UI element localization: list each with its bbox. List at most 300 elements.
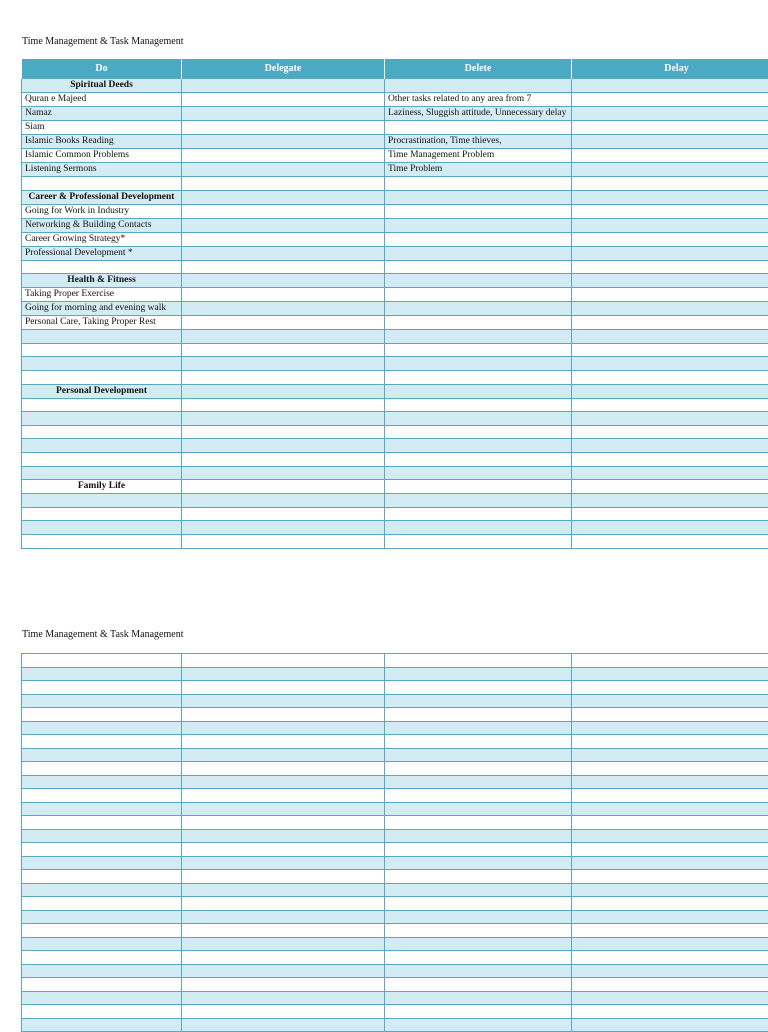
table-row [22, 163, 768, 177]
column-header-delegate: Delegate [182, 59, 385, 79]
table-row [22, 260, 768, 274]
empty-cell [572, 708, 768, 722]
empty-cell [385, 883, 572, 897]
cell-do: Career & Professional Development [22, 190, 182, 204]
cell-delete [385, 343, 572, 357]
empty-cell [22, 870, 182, 884]
cell-delegate [182, 190, 385, 204]
cell-delegate [182, 218, 385, 232]
empty-cell [22, 748, 182, 762]
table-row [22, 439, 768, 453]
empty-cell [385, 937, 572, 951]
empty-cell [22, 1005, 182, 1019]
cell-delete [385, 190, 572, 204]
empty-cell [182, 681, 385, 695]
empty-cell [385, 870, 572, 884]
empty-cell [385, 1018, 572, 1032]
empty-cell [572, 681, 768, 695]
table-row [22, 507, 768, 521]
cell-delay [572, 412, 768, 426]
cell-do: Going for Work in Industry [22, 204, 182, 218]
table-row [22, 398, 768, 412]
cell-do [22, 521, 182, 535]
cell-delegate [182, 302, 385, 316]
cell-delay [572, 480, 768, 494]
header-row [22, 59, 768, 79]
cell-delete [385, 412, 572, 426]
cell-delay [572, 260, 768, 274]
empty-cell [572, 910, 768, 924]
empty-cell [182, 654, 385, 668]
empty-cell [572, 694, 768, 708]
cell-do: Personal Care, Taking Proper Rest [22, 316, 182, 330]
cell-do: Career Growing Strategy* [22, 232, 182, 246]
empty-cell [385, 964, 572, 978]
empty-cell [572, 735, 768, 749]
empty-cell [22, 910, 182, 924]
cell-delete: Time Management Problem [385, 149, 572, 163]
empty-cell [182, 991, 385, 1005]
cell-delegate [182, 93, 385, 107]
cell-delay [572, 466, 768, 480]
empty-cell [22, 775, 182, 789]
cell-do: Family Life [22, 480, 182, 494]
cell-delegate [182, 330, 385, 344]
table-row [22, 721, 768, 735]
empty-cell [572, 654, 768, 668]
task-matrix-table [21, 59, 768, 549]
empty-cell [182, 951, 385, 965]
empty-cell [22, 654, 182, 668]
cell-delete [385, 288, 572, 302]
cell-delay [572, 425, 768, 439]
cell-do [22, 177, 182, 191]
cell-do [22, 357, 182, 371]
table-row [22, 870, 768, 884]
cell-delete: Procrastination, Time thieves, [385, 135, 572, 149]
cell-delegate [182, 121, 385, 135]
cell-delete [385, 232, 572, 246]
section-row [22, 79, 768, 93]
cell-delegate [182, 521, 385, 535]
empty-cell [572, 1018, 768, 1032]
empty-cell [572, 978, 768, 992]
table-row [22, 951, 768, 965]
cell-delegate [182, 204, 385, 218]
cell-do: Quran e Majeed [22, 93, 182, 107]
section-row [22, 480, 768, 494]
table-row [22, 302, 768, 316]
empty-cell [572, 856, 768, 870]
empty-cell [182, 762, 385, 776]
table-row [22, 910, 768, 924]
empty-cell [385, 924, 572, 938]
cell-do [22, 398, 182, 412]
empty-cell [182, 816, 385, 830]
table-row [22, 843, 768, 857]
cell-delete: Other tasks related to any area from 7 [385, 93, 572, 107]
empty-cell [385, 667, 572, 681]
cell-delete [385, 302, 572, 316]
cell-delegate [182, 163, 385, 177]
table-row [22, 937, 768, 951]
cell-delay [572, 384, 768, 398]
cell-delete [385, 204, 572, 218]
page-title: Time Management & Task Management [22, 36, 184, 48]
table-row [22, 964, 768, 978]
cell-delegate [182, 370, 385, 384]
cell-delay [572, 79, 768, 93]
cell-delegate [182, 384, 385, 398]
table-row [22, 93, 768, 107]
empty-cell [385, 951, 572, 965]
table-row [22, 204, 768, 218]
empty-cell [572, 748, 768, 762]
cell-do: Listening Sermons [22, 163, 182, 177]
table-row [22, 991, 768, 1005]
table-row [22, 883, 768, 897]
empty-cell [22, 802, 182, 816]
cell-delay [572, 534, 768, 548]
empty-cell [385, 1005, 572, 1019]
table-row [22, 177, 768, 191]
cell-delete [385, 218, 572, 232]
cell-delay [572, 494, 768, 508]
cell-delete [385, 330, 572, 344]
cell-do: Professional Development * [22, 246, 182, 260]
cell-do: Going for morning and evening walk [22, 302, 182, 316]
cell-delete [385, 246, 572, 260]
empty-cell [182, 1005, 385, 1019]
cell-delay [572, 507, 768, 521]
empty-cell [572, 721, 768, 735]
cell-delay [572, 121, 768, 135]
table-row [22, 425, 768, 439]
empty-cell [572, 964, 768, 978]
empty-cell [182, 708, 385, 722]
cell-do: Personal Development [22, 384, 182, 398]
section-row [22, 190, 768, 204]
cell-delete [385, 534, 572, 548]
cell-do [22, 425, 182, 439]
column-header-delay: Delay [572, 59, 768, 79]
cell-do [22, 452, 182, 466]
cell-delay [572, 398, 768, 412]
cell-delete: Time Problem [385, 163, 572, 177]
empty-cell [22, 856, 182, 870]
empty-cell [22, 843, 182, 857]
empty-cell [572, 667, 768, 681]
cell-delete [385, 398, 572, 412]
cell-delete [385, 452, 572, 466]
empty-cell [22, 721, 182, 735]
table-row [22, 748, 768, 762]
cell-delay [572, 107, 768, 121]
empty-cell [572, 1005, 768, 1019]
table-row [22, 667, 768, 681]
empty-cell [385, 694, 572, 708]
empty-cell [22, 991, 182, 1005]
cell-delegate [182, 439, 385, 453]
table-row [22, 789, 768, 803]
cell-do: Namaz [22, 107, 182, 121]
cell-delete [385, 466, 572, 480]
cell-delay [572, 316, 768, 330]
cell-do [22, 343, 182, 357]
empty-cell [22, 667, 182, 681]
cell-delay [572, 370, 768, 384]
cell-delegate [182, 466, 385, 480]
cell-delay [572, 357, 768, 371]
cell-delegate [182, 274, 385, 288]
cell-delete [385, 121, 572, 135]
table-row [22, 343, 768, 357]
cell-delegate [182, 343, 385, 357]
cell-do: Siam [22, 121, 182, 135]
empty-cell [572, 816, 768, 830]
empty-cell [182, 978, 385, 992]
cell-delete [385, 507, 572, 521]
cell-do: Islamic Common Problems [22, 149, 182, 163]
table-row [22, 412, 768, 426]
empty-cell [22, 816, 182, 830]
cell-do [22, 330, 182, 344]
cell-delegate [182, 412, 385, 426]
cell-delay [572, 452, 768, 466]
cell-do [22, 439, 182, 453]
empty-cell [182, 721, 385, 735]
table-row [22, 370, 768, 384]
table-row [22, 534, 768, 548]
empty-cell [572, 870, 768, 884]
table-row [22, 494, 768, 508]
cell-delete [385, 274, 572, 288]
empty-cell [572, 843, 768, 857]
cell-delete [385, 425, 572, 439]
cell-delay [572, 149, 768, 163]
empty-cell [182, 829, 385, 843]
table-row [22, 466, 768, 480]
cell-delay [572, 343, 768, 357]
empty-cell [572, 802, 768, 816]
cell-do [22, 260, 182, 274]
empty-cell [385, 762, 572, 776]
empty-cell [22, 762, 182, 776]
empty-cell [182, 924, 385, 938]
empty-cell [385, 991, 572, 1005]
empty-cell [572, 789, 768, 803]
cell-delegate [182, 316, 385, 330]
cell-delegate [182, 232, 385, 246]
table-row [22, 107, 768, 121]
cell-delay [572, 302, 768, 316]
empty-cell [182, 789, 385, 803]
empty-cell [182, 883, 385, 897]
table-row [22, 121, 768, 135]
cell-delay [572, 330, 768, 344]
empty-cell [385, 681, 572, 695]
cell-delay [572, 232, 768, 246]
cell-delay [572, 218, 768, 232]
empty-cell [22, 789, 182, 803]
cell-do: Spiritual Deeds [22, 79, 182, 93]
column-header-do: Do [22, 59, 182, 79]
empty-cell [572, 924, 768, 938]
cell-delay [572, 246, 768, 260]
empty-cell [572, 937, 768, 951]
table-row [22, 288, 768, 302]
table-row [22, 452, 768, 466]
cell-delay [572, 190, 768, 204]
table-row [22, 694, 768, 708]
cell-do [22, 534, 182, 548]
table-row [22, 708, 768, 722]
cell-delete [385, 79, 572, 93]
cell-delegate [182, 452, 385, 466]
table-row [22, 149, 768, 163]
empty-cell [182, 856, 385, 870]
column-header-delete: Delete [385, 59, 572, 79]
cell-delete [385, 316, 572, 330]
cell-delete [385, 439, 572, 453]
empty-cell [22, 924, 182, 938]
cell-do [22, 370, 182, 384]
empty-cell [182, 748, 385, 762]
cell-delegate [182, 107, 385, 121]
empty-cell [385, 775, 572, 789]
cell-delay [572, 93, 768, 107]
empty-cell [572, 897, 768, 911]
empty-cell [22, 883, 182, 897]
cell-delay [572, 163, 768, 177]
table-row [22, 654, 768, 668]
table-row [22, 816, 768, 830]
empty-cell [182, 694, 385, 708]
empty-cell [182, 1018, 385, 1032]
cell-do [22, 494, 182, 508]
cell-delete [385, 260, 572, 274]
cell-do: Islamic Books Reading [22, 135, 182, 149]
empty-cell [182, 964, 385, 978]
empty-cell [385, 816, 572, 830]
cell-delegate [182, 246, 385, 260]
empty-cell [385, 802, 572, 816]
empty-cell [385, 721, 572, 735]
cell-delegate [182, 357, 385, 371]
table-row [22, 330, 768, 344]
empty-cell [572, 762, 768, 776]
cell-delete [385, 521, 572, 535]
empty-cell [182, 667, 385, 681]
empty-cell [22, 708, 182, 722]
cell-delegate [182, 507, 385, 521]
empty-cell [182, 897, 385, 911]
cell-delete [385, 384, 572, 398]
cell-delegate [182, 494, 385, 508]
table-row [22, 681, 768, 695]
table-row [22, 735, 768, 749]
cell-delegate [182, 177, 385, 191]
table-row [22, 521, 768, 535]
empty-cell [385, 856, 572, 870]
cell-do: Networking & Building Contacts [22, 218, 182, 232]
table-row [22, 978, 768, 992]
cell-do [22, 412, 182, 426]
cell-delete [385, 357, 572, 371]
table-row [22, 1005, 768, 1019]
cell-delegate [182, 149, 385, 163]
cell-delete [385, 494, 572, 508]
empty-cell [22, 937, 182, 951]
cell-do: Health & Fitness [22, 274, 182, 288]
empty-cell [22, 694, 182, 708]
empty-cell [572, 775, 768, 789]
empty-cell [182, 735, 385, 749]
empty-cell [385, 708, 572, 722]
table-row [22, 802, 768, 816]
empty-cell [385, 735, 572, 749]
table-row [22, 218, 768, 232]
section-row [22, 384, 768, 398]
empty-cell [182, 937, 385, 951]
cell-delegate [182, 480, 385, 494]
cell-delegate [182, 135, 385, 149]
page-title-second: Time Management & Task Management [22, 629, 184, 641]
table-row [22, 856, 768, 870]
empty-cell [22, 1018, 182, 1032]
empty-cell [385, 748, 572, 762]
blank-task-matrix-table [21, 653, 768, 1032]
empty-cell [385, 654, 572, 668]
empty-cell [385, 978, 572, 992]
table-row [22, 775, 768, 789]
table-row [22, 829, 768, 843]
table-row [22, 232, 768, 246]
cell-do: Taking Proper Exercise [22, 288, 182, 302]
cell-delay [572, 177, 768, 191]
section-row [22, 274, 768, 288]
empty-cell [182, 870, 385, 884]
cell-delay [572, 135, 768, 149]
empty-cell [572, 829, 768, 843]
empty-cell [385, 789, 572, 803]
cell-delegate [182, 534, 385, 548]
cell-delegate [182, 425, 385, 439]
table-row [22, 246, 768, 260]
empty-cell [385, 897, 572, 911]
empty-cell [572, 991, 768, 1005]
empty-cell [22, 897, 182, 911]
cell-do [22, 466, 182, 480]
empty-cell [22, 978, 182, 992]
cell-delegate [182, 288, 385, 302]
cell-delete: Laziness, Sluggish attitude, Unnecessary delay [385, 107, 572, 121]
cell-delegate [182, 398, 385, 412]
empty-cell [182, 775, 385, 789]
table-row [22, 897, 768, 911]
empty-cell [182, 910, 385, 924]
cell-delegate [182, 79, 385, 93]
table-row [22, 1018, 768, 1032]
cell-delay [572, 274, 768, 288]
cell-delete [385, 480, 572, 494]
table-row [22, 762, 768, 776]
empty-cell [22, 681, 182, 695]
empty-cell [22, 735, 182, 749]
cell-delay [572, 521, 768, 535]
table-row [22, 135, 768, 149]
empty-cell [385, 910, 572, 924]
